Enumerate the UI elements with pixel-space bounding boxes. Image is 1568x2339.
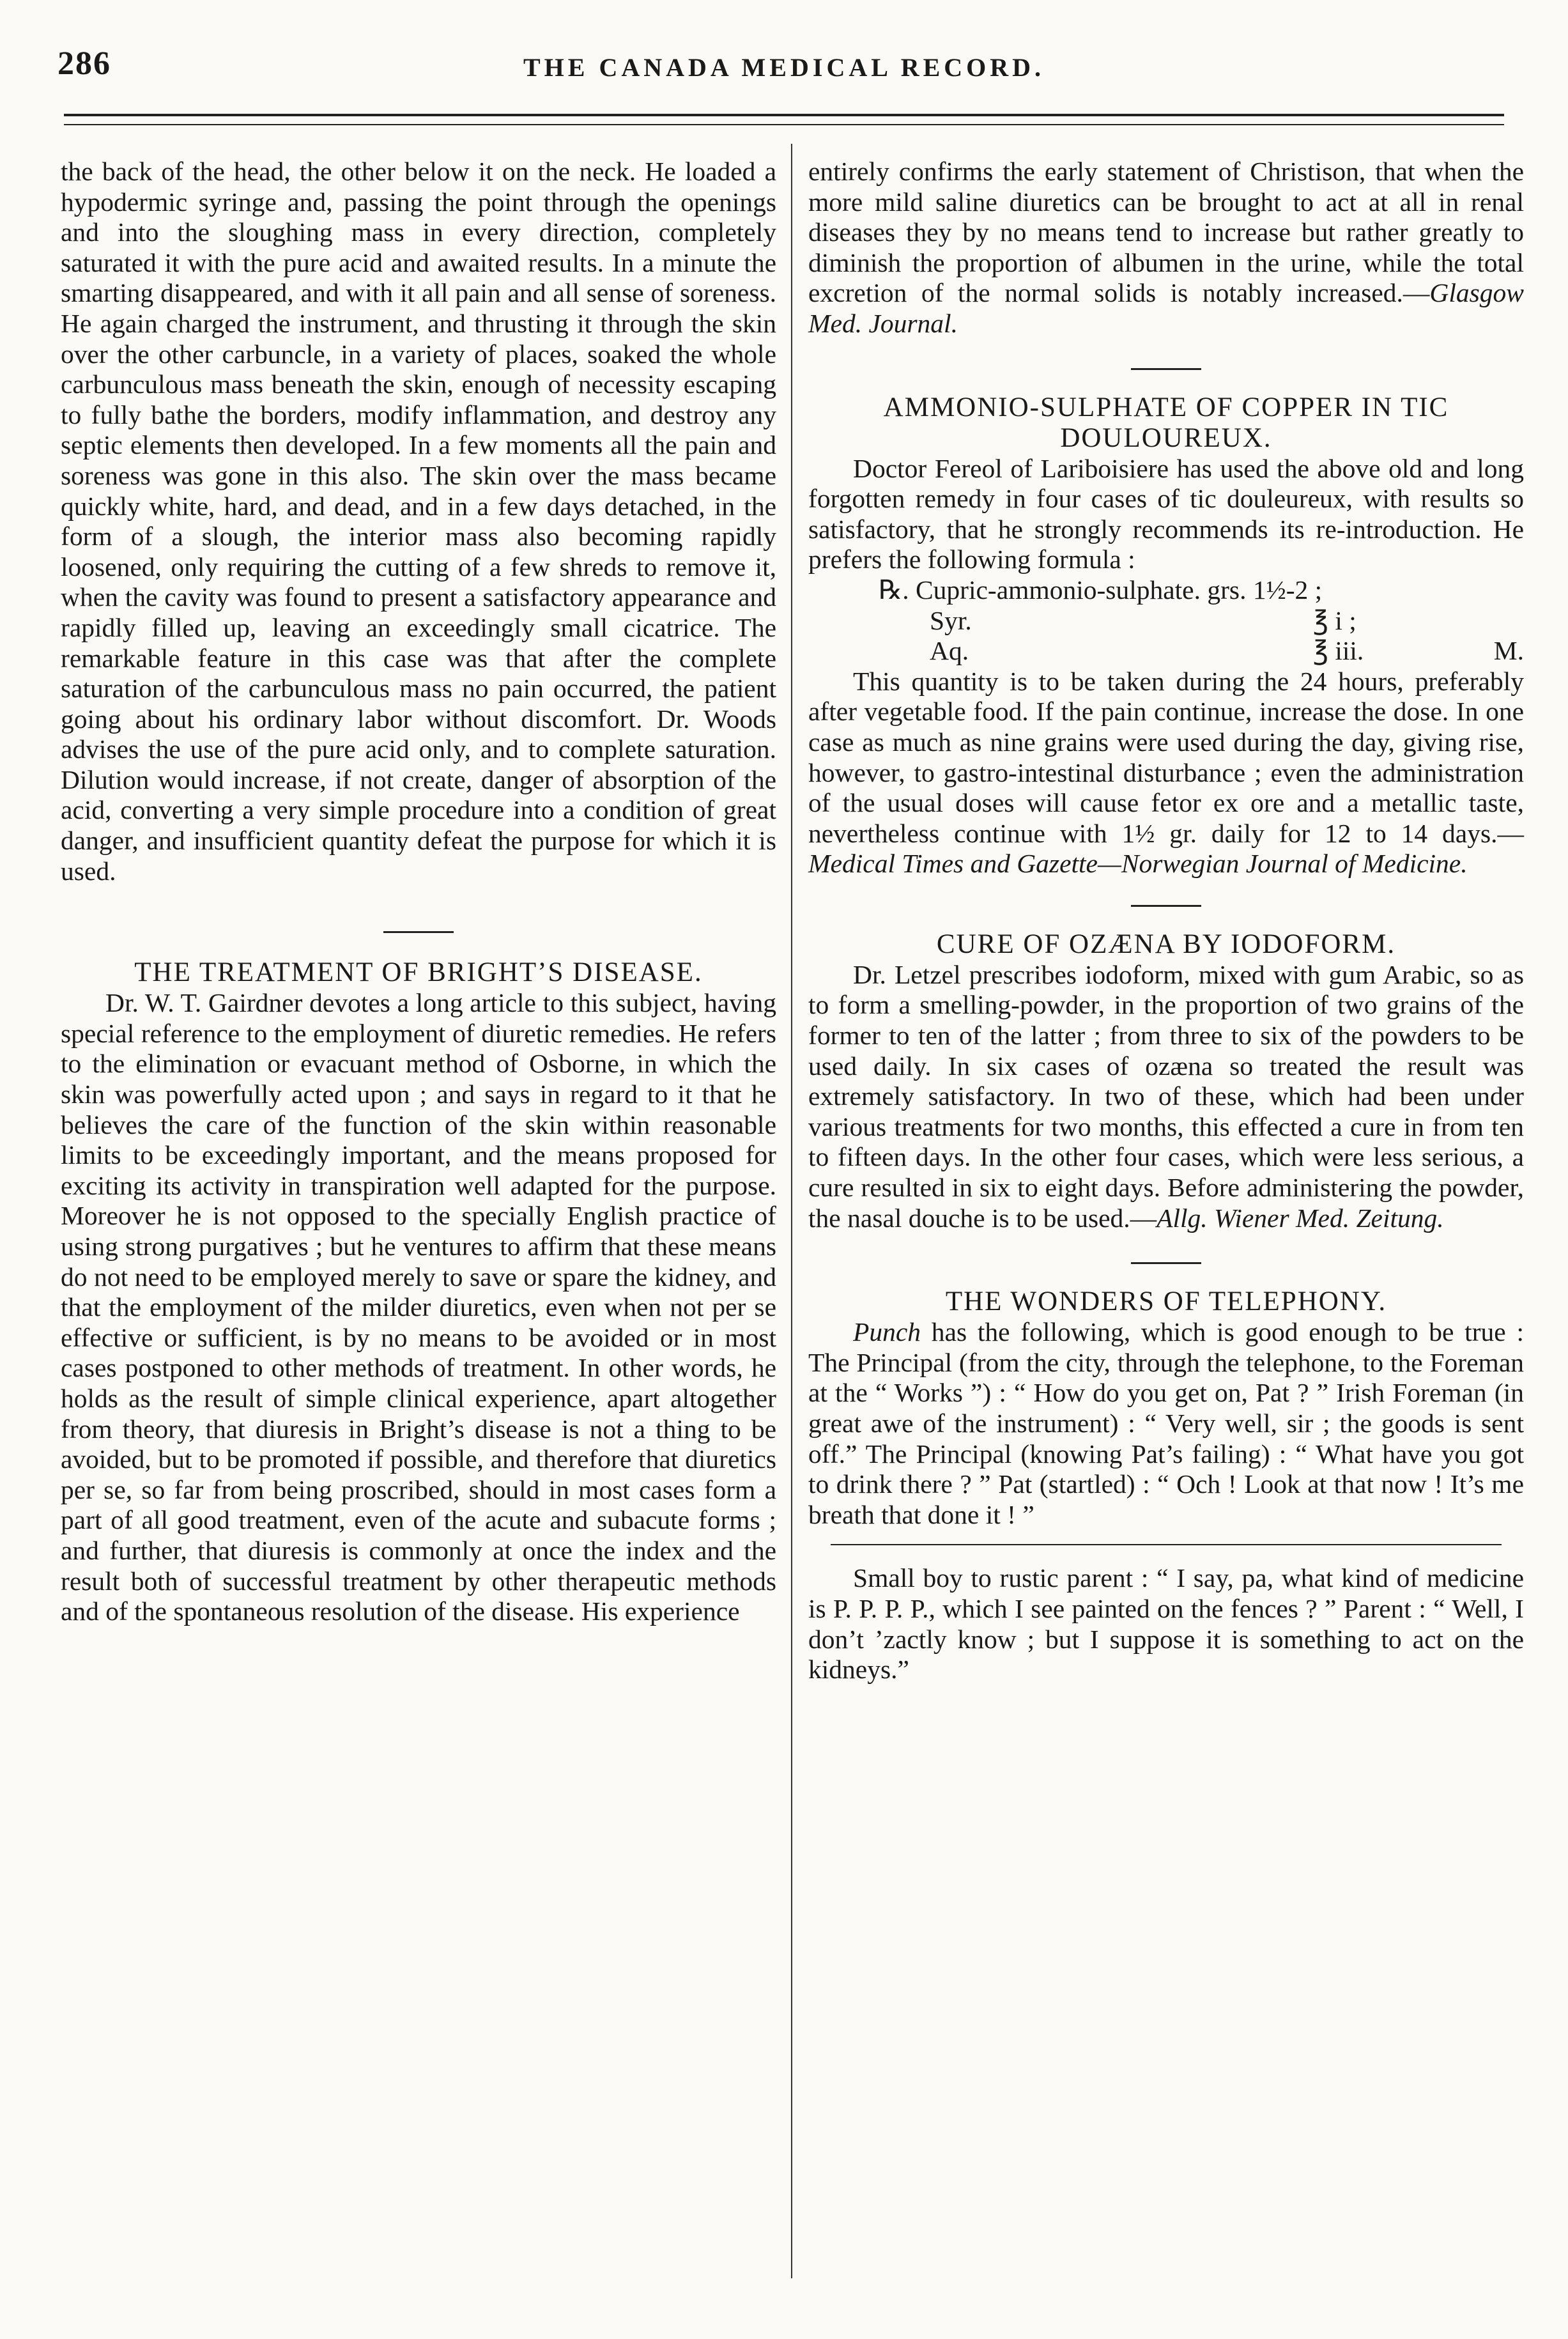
telephony-body: Punch has the following, which is good enough to be true : The Principal (from the city, through the telephone, to the Foreman at the “ Works ”) : “ How do you get on, Pat ? ” Irish Foreman (in great awe of the instrument) : “ Very well, sir ; the goods is sent off.” The Principal (knowing Pat’s failing) : “ What have you got to drink there ? ” Pat (startled) : “ Och ! Look at that now ! It’s me breath that done it ! ” [808, 1317, 1524, 1529]
source-citation: Allg. Wiener Med. Zeitung. [1157, 1203, 1444, 1233]
formula-row: Aq. ℥ iii. M. [930, 636, 1524, 666]
telephony-title: THE WONDERS OF TELEPHONY. [945, 1286, 1387, 1317]
copper-body: Doctor Fereol of Lariboisiere has used the above old and long forgotten remedy in four cases of tic douleureux, with results so satisfactory, that he strongly recommends its re-introduction. He prefers the following formula : [808, 453, 1524, 575]
formula-row: ℞. Cupric-ammonio-sulphate. grs. 1½-2 ; [879, 575, 1323, 605]
brights-disease-body: Dr. W. T. Gairdner devotes a long article to this subject, having special reference to the employment of diuretic remedies. He refers to the elimination or evacuant method of Osborne, in which the skin was powerfully acted upon ; and says in regard to it that he believes the care of the function of the skin within reasonable limits to be exceedingly important, and the means proposed for exciting its activity in transpiration well adapted for the purpose. Moreover he is not opposed to the specially English practice of using strong purgatives ; but he ventures to affirm that these means do not need to be employed merely to save or spare the kidney, and that the employment of the milder diuretics, even when not per se effective or sufficient, is by no means to be avoided or in most cases postponed to other methods of treatment. In other words, he holds as the result of simple clinical experience, apart altogether from theory, that diuresis in Bright’s disease is not a thing to be avoided, but to be promoted if possible, and therefore that diuretics per se, so far from being proscribed, should in most cases form a part of all good treatment, even of the acute and subacute forms ; and further, that diuresis is commonly at once the index and the result both of successful treatment by other therapeutic methods and of the spontaneous resolution of the disease. His experience [61, 988, 776, 1626]
brights-disease-continued: entirely confirms the early statement of Christison, that when the more mild saline diuretics can be brought to act at all in renal diseases they by no means tend to increase but rather greatly to diminish the proportion of albumen in the urine, while the total excretion of the normal solids is notably increased.—Glasgow Med. Journal. [808, 157, 1524, 338]
source-citation: Medical Times and Gazette—Norwegian Journal of Medicine. [808, 849, 1468, 879]
formula-row: Syr. ℥ i ; [930, 605, 1357, 635]
page-number: 286 [58, 45, 111, 82]
small-boy-anecdote: Small boy to rustic parent : “ I say, pa, what kind of medicine is P. P. P. P., which I see painted on the fences ? ” Parent : “ Well, I don’t ’zactly know ; but I suppose it is something to act on the kidneys.” [808, 1563, 1524, 1685]
carbuncle-continued: the back of the head, the other below it on the neck. He loaded a hypodermic syringe and, passing the point through the openings and into the sloughing mass in every direction, completely saturated it with the pure acid and awaited results. In a minute the smarting disappeared, and with it all pain and all sense of soreness. He again charged the instrument, and thrusting it through the skin over the other carbuncle, in a variety of places, soaked the whole carbunculous mass beneath the skin, enough of necessity escaping to fully bathe the borders, modify inflammation, and destroy any septic elements then developed. In a few moments all the pain and soreness was gone in this also. The skin over the mass became quickly white, hard, and dead, and in a few days detached, in the form of a slough, the interior mass also becoming rapidly loosened, only requiring the cutting of a few shreds to remove it, when the cavity was found to present a satisfactory appearance and rapidly filled up, leaving an exceedingly small cicatrice. The remarkable feature in this case was that after the complete saturation of the carbunculous mass no pain occurred, the patient going about his ordinary labor without discomfort. Dr. Woods advises the use of the pure acid only, and to complete saturation. Dilution would increase, if not create, danger of absorption of the acid, converting a very simple procedure into a condition of great danger, and insufficient quantity defeat the purpose for which it is used. [61, 157, 776, 886]
header-rule-thin [64, 124, 1504, 125]
prescription-formula [808, 575, 1524, 667]
ozaena-body: Dr. Letzel prescribes iodoform, mixed with gum Arabic, so as to form a smelling-powder, in the proportion of two grains of the former to ten of the latter ; from three to six of the powders to be used daily. In six cases of ozæna so treated the result was extremely satisfactory. In two of these, which had been under various treatments for two months, this effected a cure in from ten to fifteen days. In the other four cases, which were less serious, a cure resulted in six to eight days. Before administering the powder, the nasal douche is to be used.—Allg. Wiener Med. Zeitung. [808, 959, 1524, 1233]
journal-title: THE CANADA MEDICAL RECORD. [523, 53, 1045, 82]
header-rule [64, 114, 1504, 116]
copper-body-2: This quantity is to be taken during the 24 hours, preferably after vegetable food. If the pain continue, increase the dose. In one case as much as nine grains were used during the day, giving rise, however, to gastro-intestinal disturbance ; even the administration of the usual doses will cause fetor ex ore and a metallic taste, nevertheless continue with 1½ gr. daily for 12 to 14 days.—Medical Times and Gazette—Norwegian Journal of Medicine. [808, 666, 1524, 879]
ozaena-title: CURE OF OZÆNA BY IODOFORM. [936, 929, 1396, 959]
brights-disease-title: THE TREATMENT OF BRIGHT’S DISEASE. [134, 957, 703, 988]
running-head [45, 45, 1523, 102]
column-divider [791, 144, 792, 2278]
source-citation: Glasgow Med. Journal. [808, 278, 1524, 338]
right-column [808, 157, 1524, 1685]
copper-title: AMMONIO-SULPHATE OF COPPER IN TIC DOULOUREUX. [883, 392, 1449, 453]
left-column [61, 157, 776, 1627]
